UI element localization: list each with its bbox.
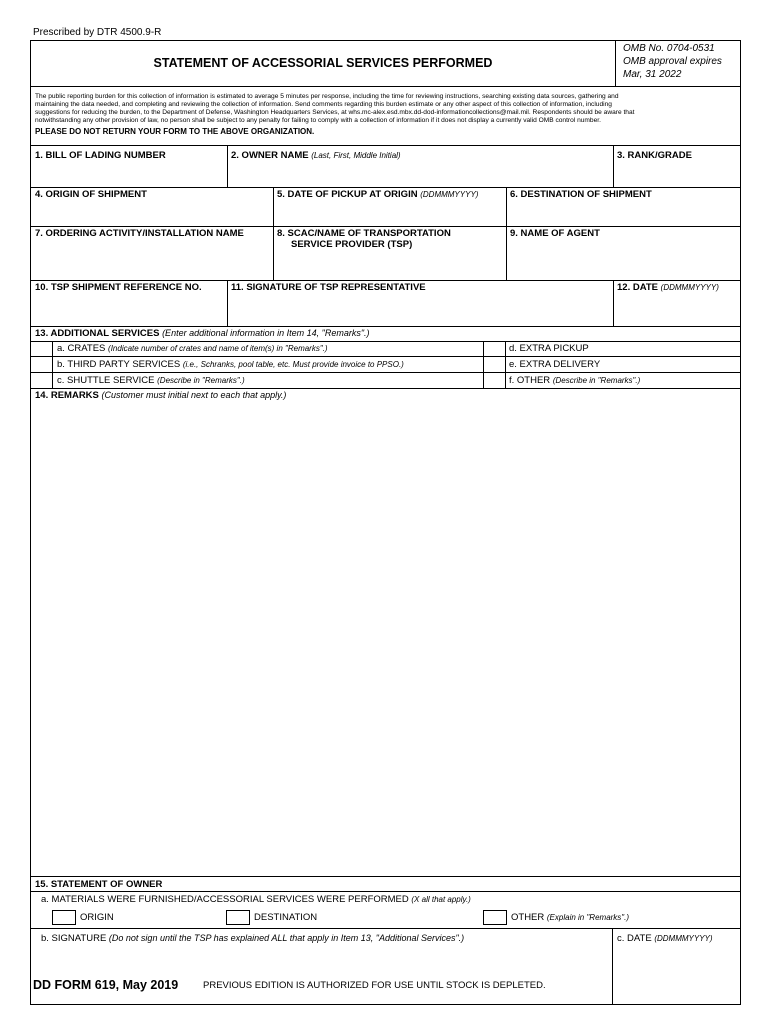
other-initial[interactable] <box>484 373 505 388</box>
other-item: f. OTHER (Describe in "Remarks".) <box>509 375 641 386</box>
remarks-label: 14. REMARKS (Customer must initial next to each that apply.) <box>35 390 287 401</box>
materials-statement: a. MATERIALS WERE FURNISHED/ACCESSORIAL SERVICES WERE PERFORMED (X all that apply.) <box>41 894 471 905</box>
date-label: 12. DATE (DDMMMYYYY) <box>617 282 719 293</box>
destination-label: 6. DESTINATION OF SHIPMENT <box>510 189 652 200</box>
tsp-signature-area[interactable] <box>229 298 612 324</box>
rank-grade-label: 3. RANK/GRADE <box>617 150 692 161</box>
burden-line-2: maintaining the data needed, and completing and reviewing the collection of information. Send comments regarding this burden estimate or any other aspect of this collection of information, including <box>35 101 612 108</box>
ordering-activity-label: 7. ORDERING ACTIVITY/INSTALLATION NAME <box>35 228 244 239</box>
bill-of-lading-input[interactable] <box>32 163 225 185</box>
scac-label-1: 8. SCAC/NAME OF TRANSPORTATION <box>277 228 451 239</box>
ordering-activity-input[interactable] <box>32 250 271 278</box>
agent-label: 9. NAME OF AGENT <box>510 228 600 239</box>
bill-of-lading-label: 1. BILL OF LADING NUMBER <box>35 150 166 161</box>
burden-line-3: suggestions for reducing the burden, to the Department of Defense, Washington Headquarters Services, at whs.mc-alex.esd.mbx.dd-dod-informationcollections@mail.mil. Respondents should be aware that <box>35 109 635 116</box>
other-checkbox[interactable] <box>483 910 507 925</box>
rank-grade-input[interactable] <box>615 163 739 185</box>
crates-item: a. CRATES (Indicate number of crates and name of item(s) in "Remarks".) <box>57 343 328 354</box>
destination-checkbox[interactable] <box>226 910 250 925</box>
pickup-date-input[interactable] <box>275 202 504 224</box>
crates-initial[interactable] <box>31 342 52 356</box>
tsp-signature-label: 11. SIGNATURE OF TSP REPRESENTATIVE <box>231 282 426 293</box>
third-party-initial[interactable] <box>31 357 52 372</box>
shuttle-initial[interactable] <box>31 373 52 388</box>
origin-input[interactable] <box>32 202 271 224</box>
extra-pickup-initial[interactable] <box>484 342 505 356</box>
omb-expires-label: OMB approval expires <box>623 56 722 67</box>
remarks-textarea[interactable] <box>32 404 739 874</box>
extra-pickup-item: d. EXTRA PICKUP <box>509 343 589 354</box>
agent-input[interactable] <box>508 250 739 278</box>
burden-line-1: The public reporting burden for this collection of information is estimated to average 5 minutes per response, including the time for reviewing instructions, searching existing data sources, gathering and <box>35 93 619 100</box>
form-title: STATEMENT OF ACCESSORIAL SERVICES PERFORMED <box>153 55 493 70</box>
omb-expires-date: Mar, 31 2022 <box>623 69 682 80</box>
burden-line-4: notwithstanding any other provision of law, no person shall be subject to any penalty for failing to comply with a collection of information if it does not display a currently valid OMB control number. <box>35 117 601 124</box>
origin-checkbox[interactable] <box>52 910 76 925</box>
date-input[interactable] <box>615 298 739 324</box>
owner-signature-area[interactable] <box>32 946 610 1004</box>
burden-warning: PLEASE DO NOT RETURN YOUR FORM TO THE ABOVE ORGANIZATION. <box>35 127 315 136</box>
owner-signature-label: b. SIGNATURE (Do not sign until the TSP has explained ALL that apply in Item 13, "Additional Services".) <box>41 933 465 944</box>
origin-checkbox-label: ORIGIN <box>80 912 114 923</box>
additional-services-label: 13. ADDITIONAL SERVICES (Enter additional information in Item 14, "Remarks".) <box>35 328 370 339</box>
extra-delivery-item: e. EXTRA DELIVERY <box>509 359 601 370</box>
scac-label-2: SERVICE PROVIDER (TSP) <box>291 239 413 250</box>
scac-input[interactable] <box>275 253 504 278</box>
omb-number: OMB No. 0704-0531 <box>623 43 715 54</box>
owner-date-input[interactable] <box>614 948 739 972</box>
edition-note: PREVIOUS EDITION IS AUTHORIZED FOR USE UNTIL STOCK IS DEPLETED. <box>203 980 546 991</box>
third-party-item: b. THIRD PARTY SERVICES (i.e., Schranks, pool table, etc. Must provide invoice to PPSO.) <box>57 359 404 370</box>
destination-input[interactable] <box>508 202 739 224</box>
owner-name-input[interactable] <box>229 163 612 185</box>
other-checkbox-label: OTHER (Explain in "Remarks".) <box>511 912 630 923</box>
tsp-reference-input[interactable] <box>32 298 225 324</box>
destination-checkbox-label: DESTINATION <box>254 912 318 923</box>
statement-owner-label: 15. STATEMENT OF OWNER <box>35 879 163 890</box>
owner-name-label: 2. OWNER NAME (Last, First, Middle Initial) <box>231 150 401 161</box>
prescribed-note: Prescribed by DTR 4500.9-R <box>33 27 162 38</box>
shuttle-item: c. SHUTTLE SERVICE (Describe in "Remarks".) <box>57 375 245 386</box>
pickup-date-label: 5. DATE OF PICKUP AT ORIGIN (DDMMMYYYY) <box>277 189 479 200</box>
origin-label: 4. ORIGIN OF SHIPMENT <box>35 189 147 200</box>
owner-date-label: c. DATE (DDMMMYYYY) <box>617 933 713 944</box>
extra-delivery-initial[interactable] <box>484 357 505 372</box>
form-id: DD FORM 619, May 2019 <box>33 978 179 992</box>
tsp-reference-label: 10. TSP SHIPMENT REFERENCE NO. <box>35 282 202 293</box>
